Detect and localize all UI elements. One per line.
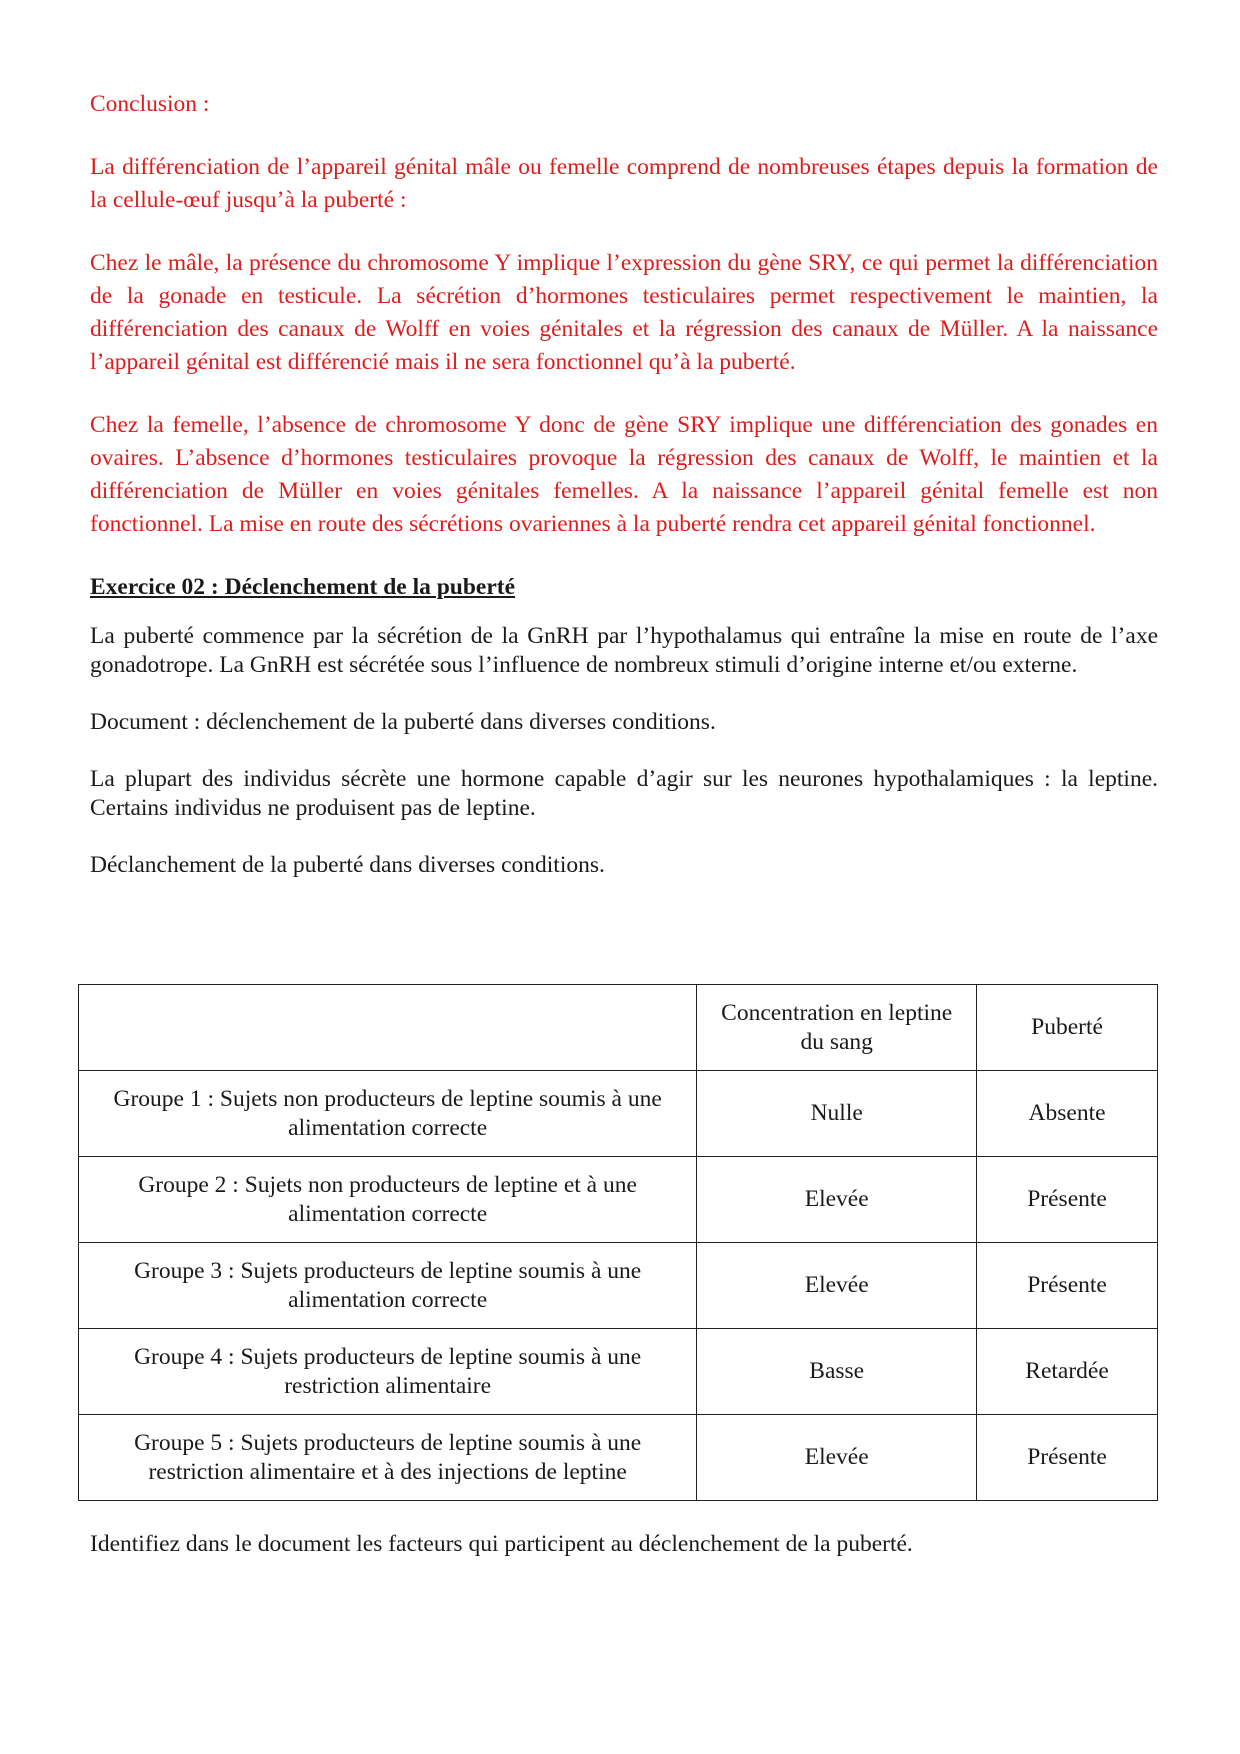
exercise-title: Exercice 02 : Déclenchement de la puberté xyxy=(90,574,516,600)
puberty-table xyxy=(78,984,1158,1501)
conclusion-label: Conclusion : xyxy=(90,91,210,117)
header-puberty: Puberté xyxy=(977,985,1158,1071)
leptin-cell: Elevée xyxy=(697,1415,977,1501)
leptin-cell: Basse xyxy=(697,1329,977,1415)
exercise-intro: La puberté commence par la sécrétion de la GnRH par l’hypothalamus qui entraîne la mise en route de l’axe gonadotrope. La GnRH est sécrétée sous l’influence de nombreux stimuli d’origine interne et/ou externe. xyxy=(90,623,1158,678)
conclusion-paragraph-intro: La différenciation de l’appareil génital mâle ou femelle comprend de nombreuses étapes depuis la formation de la cellule-œuf jusqu’à la puberté : xyxy=(90,154,1158,213)
puberty-cell: Absente xyxy=(977,1071,1158,1157)
conclusion-paragraph-female: Chez la femelle, l’absence de chromosome Y donc de gène SRY implique une différenciation des gonades en ovaires. L’absence d’hormones testiculaires provoque la régression des canaux de Wolff, le maintien et la différenciation de Müller en voies génitales femelles. A la naissance l’appareil génital femelle est non fonctionnel. La mise en route des sécrétions ovariennes à la puberté rendra cet appareil génital fonctionnel. xyxy=(90,412,1158,537)
leptin-cell: Elevée xyxy=(697,1157,977,1243)
table-row xyxy=(79,1243,1158,1329)
table-caption: Déclanchement de la puberté dans diverses conditions. xyxy=(90,852,605,878)
leptin-cell: Elevée xyxy=(697,1243,977,1329)
group-cell: Groupe 2 : Sujets non producteurs de leptine et à une alimentation correcte xyxy=(79,1157,697,1243)
puberty-cell: Présente xyxy=(977,1415,1158,1501)
document-page xyxy=(90,88,1158,908)
header-empty-cell xyxy=(79,985,697,1071)
exercise-question: Identifiez dans le document les facteurs qui participent au déclenchement de la puberté. xyxy=(90,1531,913,1557)
table-row xyxy=(79,1157,1158,1243)
group-cell: Groupe 3 : Sujets producteurs de leptine soumis à une alimentation correcte xyxy=(79,1243,697,1329)
table-row xyxy=(79,1415,1158,1501)
group-cell: Groupe 1 : Sujets non producteurs de leptine soumis à une alimentation correcte xyxy=(79,1071,697,1157)
group-cell: Groupe 5 : Sujets producteurs de leptine soumis à une restriction alimentaire et à des injections de leptine xyxy=(79,1415,697,1501)
leptin-text: La plupart des individus sécrète une hormone capable d’agir sur les neurones hypothalamiques : la leptine. Certains individus ne produisent pas de leptine. xyxy=(90,766,1158,821)
table-row xyxy=(79,1329,1158,1415)
puberty-cell: Présente xyxy=(977,1243,1158,1329)
puberty-cell: Retardée xyxy=(977,1329,1158,1415)
document-line: Document : déclenchement de la puberté dans diverses conditions. xyxy=(90,709,716,735)
group-cell: Groupe 4 : Sujets producteurs de leptine soumis à une restriction alimentaire xyxy=(79,1329,697,1415)
puberty-cell: Présente xyxy=(977,1157,1158,1243)
conclusion-paragraph-male: Chez le mâle, la présence du chromosome Y implique l’expression du gène SRY, ce qui permet la différenciation de la gonade en testicule. La sécrétion d’hormones testiculaires permet respectivement le maintien, la différenciation des canaux de Wolff en voies génitales et la régression des canaux de Müller. A la naissance l’appareil génital est différencié mais il ne sera fonctionnel qu’à la puberté. xyxy=(90,250,1158,375)
header-leptin-concentration: Concentration en leptine du sang xyxy=(697,985,977,1071)
table-header-row xyxy=(79,985,1158,1071)
leptin-cell: Nulle xyxy=(697,1071,977,1157)
table-row xyxy=(79,1071,1158,1157)
